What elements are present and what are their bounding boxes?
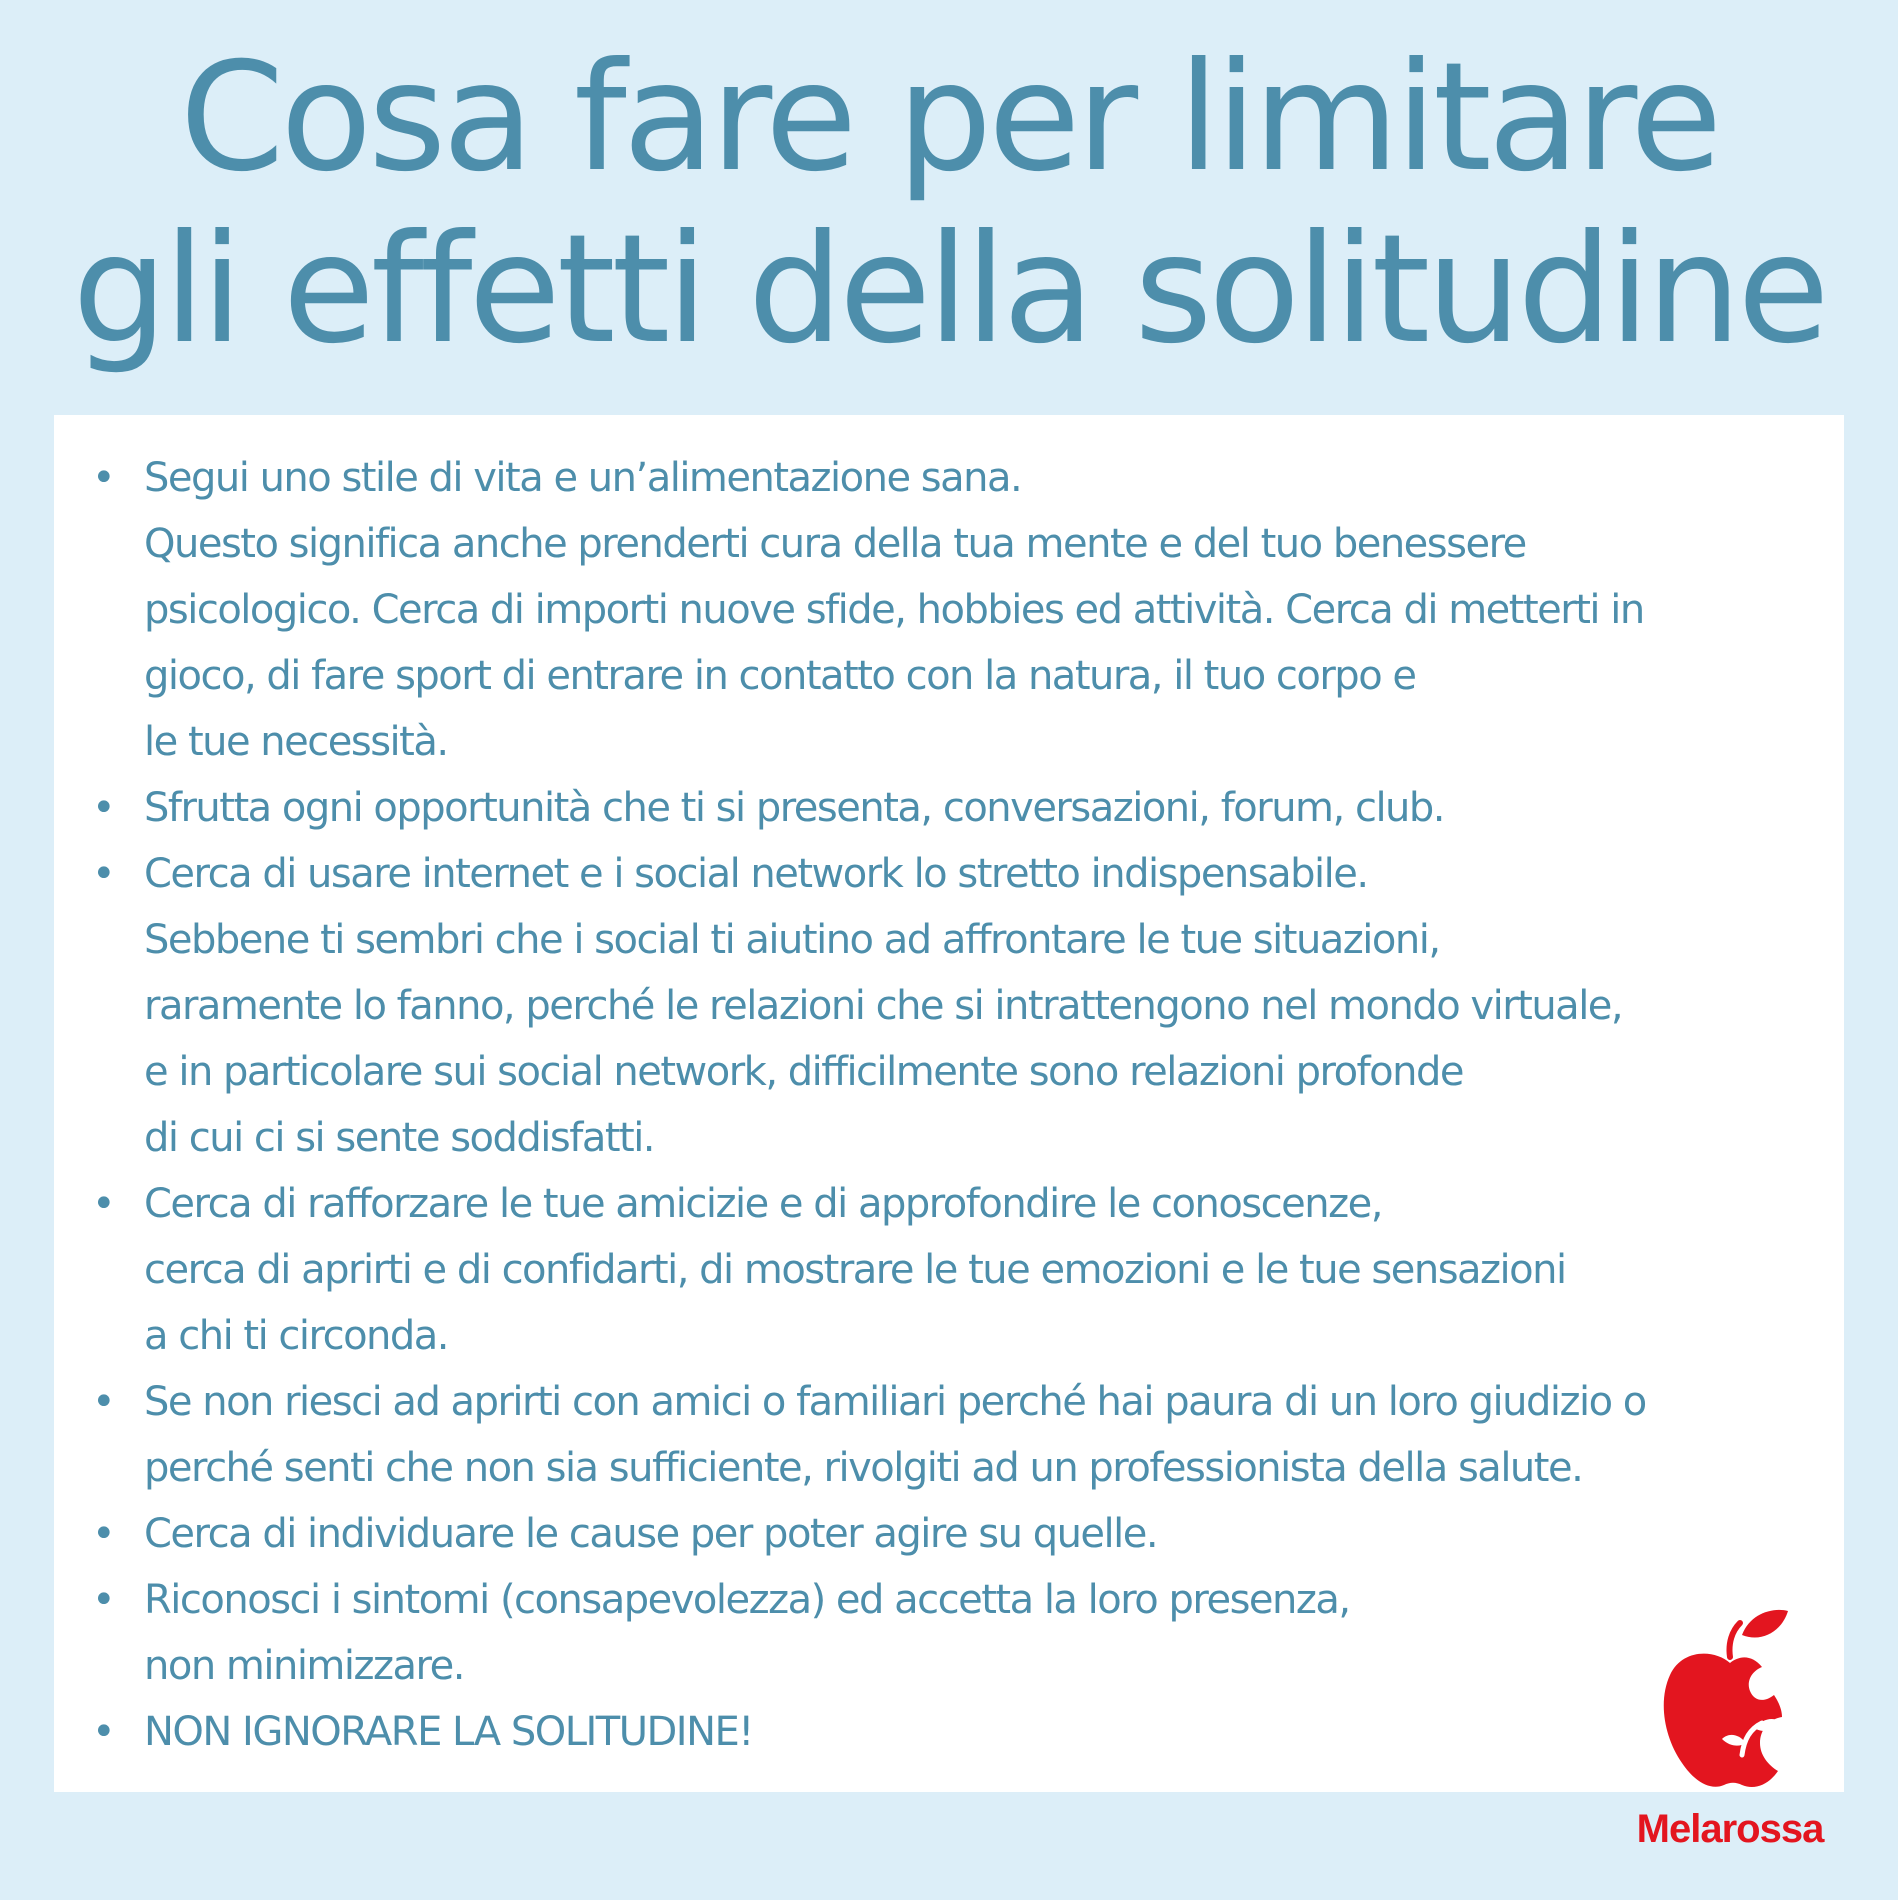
- tip-7-line-1: Riconosci i sintomi (consapevolezza) ed accetta la loro presenza,: [144, 1577, 1350, 1623]
- bullet: •: [91, 1181, 115, 1227]
- tip-item-2: [91, 775, 1646, 841]
- tip-3-line-3: raramente lo fanno, perché le relazioni che si intrattengono nel mondo virtuale,: [144, 983, 1623, 1029]
- title-line-1: Cosa fare per limitare: [179, 31, 1719, 205]
- tip-7-line-2: non minimizzare.: [144, 1643, 464, 1689]
- tip-3-line-5: di cui ci si sente soddisfatti.: [144, 1115, 655, 1161]
- tip-item-4: [91, 1171, 1646, 1369]
- tip-4-line-3: a chi ti circonda.: [144, 1313, 449, 1359]
- title-line-2: gli effetti della solitudine: [72, 203, 1826, 377]
- tip-item-6: [91, 1501, 1646, 1567]
- bullet: •: [91, 455, 115, 501]
- tip-1-line-3: psicologico. Cerca di importi nuove sfide, hobbies ed attività. Cerca di metterti in: [144, 587, 1644, 633]
- tip-4-line-1: Cerca di rafforzare le tue amicizie e di approfondire le conoscenze,: [144, 1181, 1382, 1227]
- tip-2-line-1: Sfrutta ogni opportunità che ti si presenta, conversazioni, forum, club.: [144, 785, 1445, 831]
- tip-5-line-2: perché senti che non sia sufficiente, rivolgiti ad un professionista della salute.: [144, 1445, 1583, 1491]
- tip-8-line-1: NON IGNORARE LA SOLITUDINE!: [144, 1709, 753, 1755]
- page-title: [0, 32, 1898, 376]
- tip-6-line-1: Cerca di individuare le cause per poter agire su quelle.: [144, 1511, 1158, 1557]
- tips-list: [91, 445, 1646, 1765]
- tip-item-7: [91, 1567, 1646, 1699]
- tip-3-line-2: Sebbene ti sembri che i social ti aiutino ad affrontare le tue situazioni,: [144, 917, 1440, 963]
- tip-1-line-2: Questo significa anche prenderti cura della tua mente e del tuo benessere: [144, 521, 1526, 567]
- bullet: •: [91, 1511, 115, 1557]
- tip-item-8: [91, 1699, 1646, 1765]
- bullet: •: [91, 851, 115, 897]
- bullet: •: [91, 785, 115, 831]
- tip-item-1: [91, 445, 1646, 775]
- bullet: •: [91, 1379, 115, 1425]
- tip-1-line-1: Segui uno stile di vita e un’alimentazione sana.: [144, 455, 1022, 501]
- tips-card: [54, 415, 1844, 1792]
- tip-item-3: [91, 841, 1646, 1171]
- brand-logo: [1610, 1605, 1850, 1875]
- apple-logo-icon: [1658, 1605, 1808, 1795]
- tip-item-5: [91, 1369, 1646, 1501]
- tip-1-line-4: gioco, di fare sport di entrare in contatto con la natura, il tuo corpo e: [144, 653, 1416, 699]
- tip-4-line-2: cerca di aprirti e di confidarti, di mostrare le tue emozioni e le tue sensazioni: [144, 1247, 1566, 1293]
- brand-name: Melarossa: [1636, 1807, 1824, 1851]
- bullet: •: [91, 1577, 115, 1623]
- tip-1-line-5: le tue necessità.: [144, 719, 448, 765]
- tip-3-line-1: Cerca di usare internet e i social network lo stretto indispensabile.: [144, 851, 1368, 897]
- tip-3-line-4: e in particolare sui social network, difficilmente sono relazioni profonde: [144, 1049, 1463, 1095]
- bullet: •: [91, 1709, 115, 1755]
- tip-5-line-1: Se non riesci ad aprirti con amici o familiari perché hai paura di un loro giudizio o: [144, 1379, 1646, 1425]
